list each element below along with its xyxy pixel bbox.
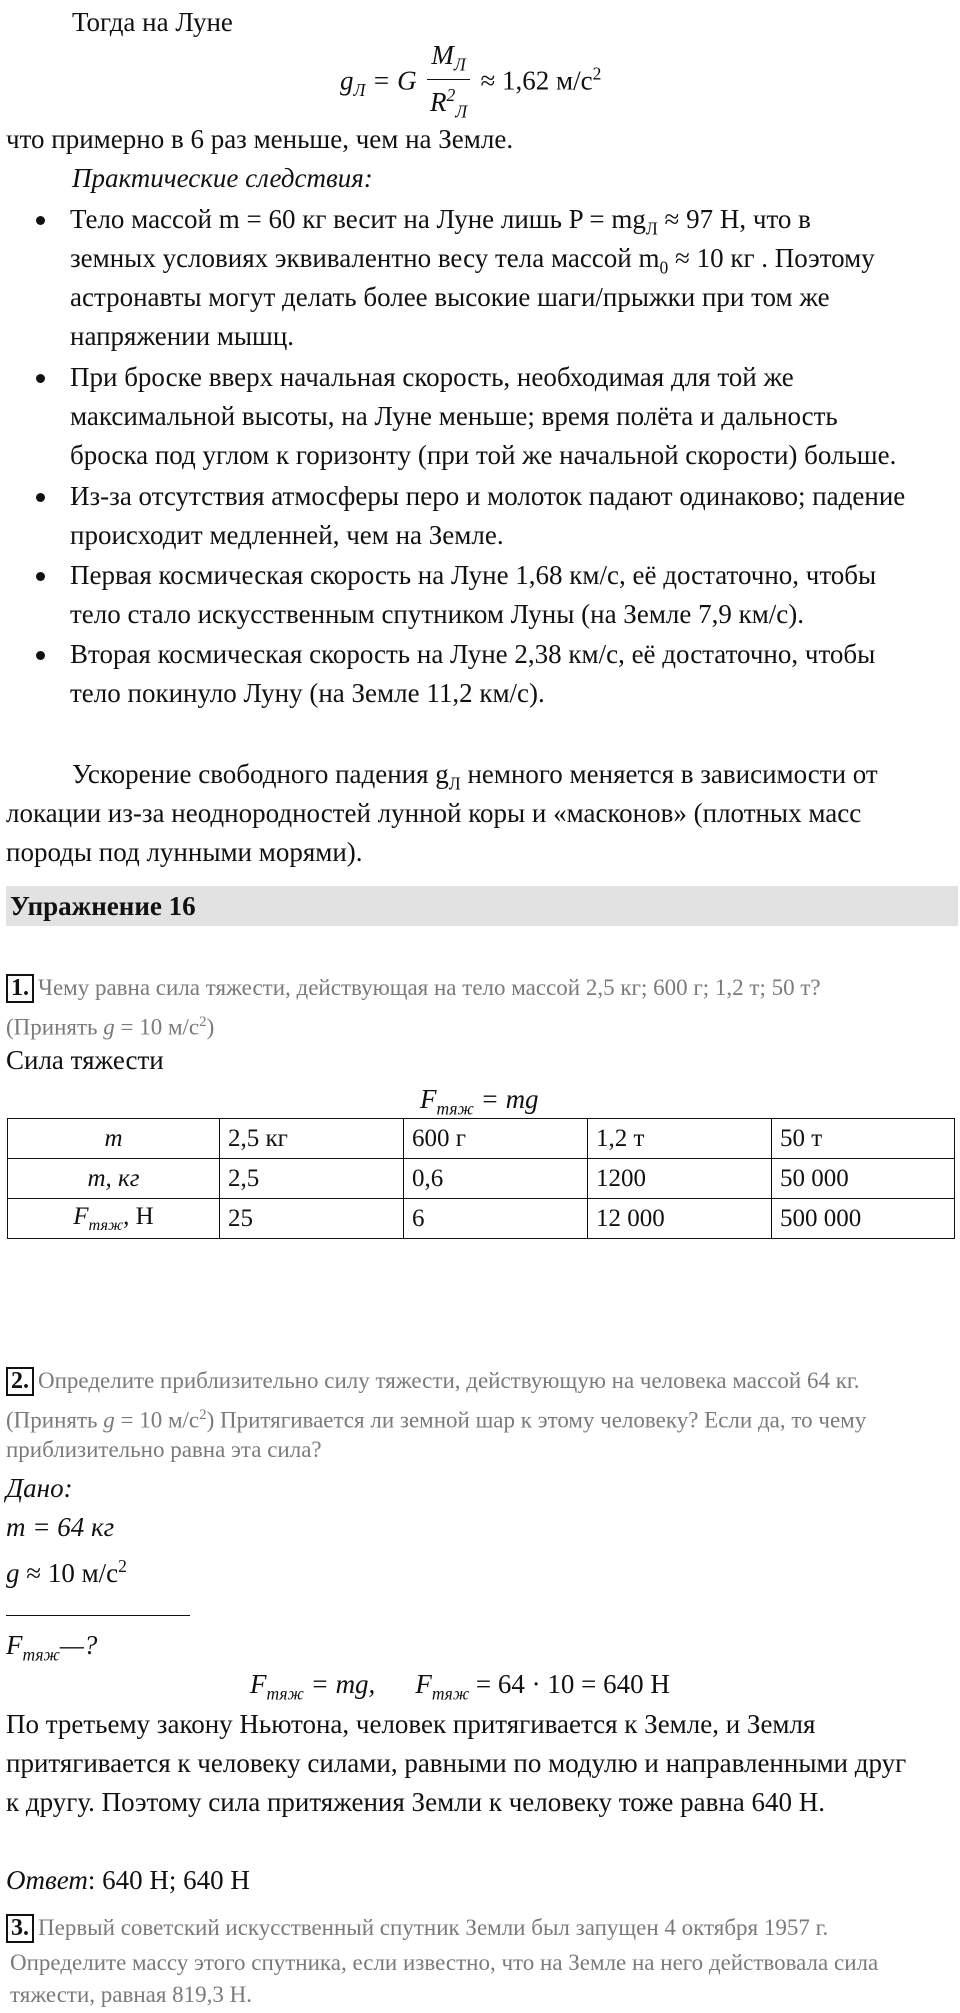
given-mass: m = 64 кг <box>6 1512 115 1542</box>
practical-heading: Практические следствия: <box>72 163 373 193</box>
exercise-title: Упражнение 16 <box>10 891 196 921</box>
question1-line2: (Принять g = 10 $м/с^2$) <box>6 1014 215 1040</box>
given-divider <box>6 1615 190 1616</box>
question-number-3: 3. <box>6 1914 34 1943</box>
table-cell: 0,6 <box>404 1159 588 1199</box>
table-cell: 25 <box>220 1199 404 1239</box>
bullet2-line3: броска под углом к горизонту (при той же начальной скорости) больше. <box>70 440 897 470</box>
question3-line2: Определите массу этого спутника, если известно, что на Земле на него действовала сила <box>10 1950 879 1975</box>
moon-gravity-formula: $g_Л = G$ $\frac{M_Л}{R^2_Л}$ ≈ 1,62 $м/с^2$ <box>340 40 601 127</box>
question-number-2: 2. <box>6 1367 34 1396</box>
paragraph-variation-line3: породы под лунными морями). <box>6 837 363 867</box>
mass-radius-fraction: $\frac{M_Л}{R^2_Л}$ <box>427 40 469 127</box>
bullet1-line4: напряжении мышц. <box>70 321 295 351</box>
question1-line1: 1. Чему равна сила тяжести, действующая на тело массой 2,5 кг; 600 г; 1,2 т; 50 т? <box>6 972 821 1003</box>
question-number-1: 1. <box>6 974 34 1003</box>
given-label: Дано: <box>6 1473 73 1503</box>
bullet-dot <box>36 651 45 660</box>
bullet-dot <box>36 572 45 581</box>
paragraph-variation-line1: Ускорение свободного падения $g_Л$ немного меняется в зависимости от <box>72 759 878 794</box>
question3-line1: 3. Первый советский искусственный спутник Земли был запущен 4 октября 1957 г. <box>6 1912 828 1943</box>
table-cell: 1,2 т <box>588 1119 772 1159</box>
bullet-dot <box>36 493 45 502</box>
bullet5-line2: тело покинуло Луну (на Земле 11,2 км/с). <box>70 678 545 708</box>
paragraph-comparison: что примерно в 6 раз меньше, чем на Земле. <box>6 124 514 154</box>
table-cell: 50 т <box>772 1119 955 1159</box>
table-cell: 500 000 <box>772 1199 955 1239</box>
question2-line1: 2. Определите приблизительно силу тяжести, действующую на человека массой 64 кг. <box>6 1365 859 1396</box>
bullet2-line1: При броске вверх начальная скорость, необходимая для той же <box>70 362 794 392</box>
given-acceleration: g ≈ 10 $м/с^2$ <box>6 1556 127 1588</box>
table-cell: $F_{тяж}$, Н <box>8 1199 220 1239</box>
solution-formula: $F_{тяж}$ = mg, $F_{тяж} = 64 \cdot 10 = 640$ Н <box>250 1669 670 1704</box>
bullet1-line1: Тело массой m = 60 кг весит на Луне лишь $P = mg_Л \approx 97$ Н, что в <box>70 204 811 239</box>
table-cell: 1200 <box>588 1159 772 1199</box>
question2-line3: приблизительно равна эта сила? <box>6 1437 322 1462</box>
answer1-label: Сила тяжести <box>6 1045 164 1075</box>
explanation-line3: к другу. Поэтому сила притяжения Земли к человеку тоже равна 640 Н. <box>6 1787 826 1817</box>
table-cell: 12 000 <box>588 1199 772 1239</box>
table-cell: m <box>8 1119 220 1159</box>
bullet-dot <box>36 216 45 225</box>
table-row <box>8 1159 955 1199</box>
find-quantity: $F_{тяж}—$? <box>6 1630 98 1665</box>
question3-line3: тяжести, равная 819,3 Н. <box>10 1982 253 2007</box>
explanation-line1: По третьему закону Ньютона, человек притягивается к Земле, и Земля <box>6 1709 816 1739</box>
table-cell: 6 <box>404 1199 588 1239</box>
bullet2-line2: максимальной высоты, на Луне меньше; время полёта и дальность <box>70 401 838 431</box>
bullet4-line2: тело стало искусственным спутником Луны (на Земле 7,9 км/с). <box>70 599 805 629</box>
gravity-table <box>7 1118 955 1239</box>
paragraph-moon-intro: Тогда на Луне <box>72 7 233 37</box>
bullet3-line2: происходит медленней, чем на Земле. <box>70 520 504 550</box>
bullet3-line1: Из-за отсутствия атмосферы перо и молоток падают одинаково; падение <box>70 481 906 511</box>
table-cell: 2,5 <box>220 1159 404 1199</box>
table-cell: 600 г <box>404 1119 588 1159</box>
table-row <box>8 1199 955 1239</box>
exercise-header <box>6 886 958 926</box>
question2-line2: (Принять g = 10 $м/с^2$) Притягивается ли земной шар к этому человеку? Если да, то чему <box>6 1407 867 1433</box>
paragraph-variation-line2: локации из-за неоднородностей лунной коры и «масконов» (плотных масс <box>6 798 862 828</box>
bullet1-line2: земных условиях эквивалентно весу тела массой $m_0 \approx 10$ кг . Поэтому <box>70 243 875 278</box>
table-cell: 50 000 <box>772 1159 955 1199</box>
bullet4-line1: Первая космическая скорость на Луне 1,68 км/с, её достаточно, чтобы <box>70 560 877 590</box>
explanation-line2: притягивается к человеку силами, равными по модулю и направленными друг <box>6 1748 907 1778</box>
table-row <box>8 1119 955 1159</box>
bullet5-line1: Вторая космическая скорость на Луне 2,38 км/с, её достаточно, чтобы <box>70 639 876 669</box>
gravity-force-formula: $F_{тяж}$ = mg <box>420 1084 539 1119</box>
table-cell: m, кг <box>8 1159 220 1199</box>
bullet-dot <box>36 374 45 383</box>
answer-line: Ответ: 640 Н; 640 Н <box>6 1865 250 1895</box>
table-cell: 2,5 кг <box>220 1119 404 1159</box>
bullet1-line3: астронавты могут делать более высокие шаги/прыжки при том же <box>70 282 830 312</box>
